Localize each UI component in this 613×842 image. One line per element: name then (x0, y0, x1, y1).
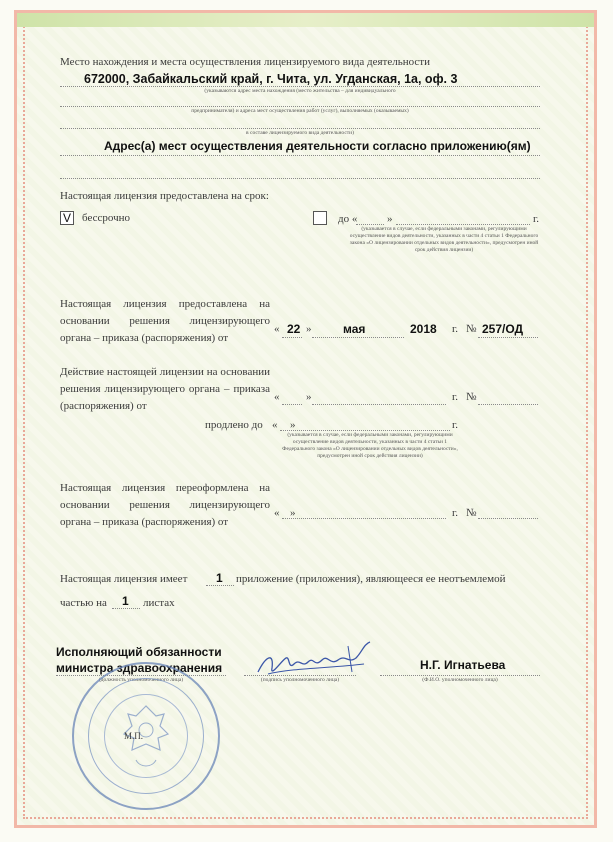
signature-line (244, 675, 356, 676)
hint-address-2: предпринимателя) и адреса мест осуществления работ (услуг), выполняемых (оказываемых) (191, 108, 409, 114)
granted-number: 257/ОД (482, 322, 524, 336)
extended-quote-open: « (272, 419, 278, 431)
action-year-suffix: г. (452, 391, 459, 403)
extended-line (280, 430, 450, 431)
reissued-year-suffix: г. (452, 507, 459, 519)
hint-position: (должность уполномоченного лица) (98, 677, 184, 683)
places-value: Адрес(а) мест осуществления деятельности согласно приложению(ям) (104, 139, 531, 153)
places-underline-2 (60, 178, 540, 179)
until-checkbox (313, 211, 327, 225)
official-name: Н.Г. Игнатьева (420, 658, 506, 672)
granted-day: 22 (287, 322, 301, 336)
term-hint: (указывается в случае, если федеральными законами, регулирующими осуществление видов деятельности, указанных в части 4 статьи 1 Федерального закона «О лицензировании отдельных видов деятельности», предусмотрен иной срок действия лицензии) (349, 226, 539, 253)
reissued-date-line (282, 518, 446, 519)
action-number-line (478, 404, 538, 405)
granted-day-line (282, 337, 302, 338)
official-seal-icon (72, 662, 220, 810)
granted-number-sign: № (466, 323, 477, 335)
extended-year-suffix: г. (452, 419, 459, 431)
reissued-text: Настоящая лицензия переоформлена на основании решения лицензирующего органа – приказа (распоряжения) от (60, 482, 270, 528)
hint-address-3: в составе лицензируемого вида деятельности) (246, 130, 354, 136)
granted-text: Настоящая лицензия предоставлена на основании решения лицензирующего органа – приказа (распоряжения) от (60, 298, 270, 344)
granted-quote-open: « (274, 323, 280, 335)
indefinite-label: бессрочно (82, 212, 131, 224)
until-label: до « (338, 213, 358, 225)
action-quote-open: « (274, 391, 280, 403)
location-title: Место нахождения и места осуществления лицензируемого вида деятельности (60, 56, 430, 68)
action-text: Действие настоящей лицензии на основании решения лицензирующего органа – приказа (распоряжения) от (60, 366, 270, 412)
until-year-suffix: г. (533, 213, 540, 225)
until-month-line (396, 224, 530, 225)
address-underline-3 (60, 128, 540, 129)
granted-number-line (478, 337, 538, 338)
granted-month-line (312, 337, 404, 338)
name-line (380, 675, 540, 676)
sheets-count-line (112, 608, 140, 609)
reissued-number-line (478, 518, 538, 519)
sheets-count: 1 (122, 594, 129, 608)
seal-emblem-icon (74, 664, 218, 808)
appendix-text-2: приложение (приложения), являющееся ее неотъемлемой (236, 573, 506, 585)
until-quote-close: » (387, 213, 393, 225)
appendix-count-line (206, 585, 234, 586)
granted-year-suffix: г. (452, 323, 459, 335)
check-mark: V (63, 211, 72, 225)
sheets-text-1: частью на (60, 597, 107, 609)
granted-quote-close: » (306, 323, 312, 335)
action-quote-close: » (306, 391, 312, 403)
granted-month: мая (343, 322, 366, 336)
appendix-text-1: Настоящая лицензия имеет (60, 573, 188, 585)
places-underline (60, 155, 540, 156)
reissued-quote-close: » (290, 507, 296, 519)
sheets-text-2: листах (143, 597, 175, 609)
action-month-line (312, 404, 446, 405)
hint-address-1: (указываются адрес места нахождения (место жительства – для индивидуального (204, 88, 396, 94)
official-title: Исполняющий обязанности министра здравоохранения (56, 645, 223, 675)
stamp-place-label: М.П. (124, 731, 144, 741)
appendix-count: 1 (216, 571, 223, 585)
indefinite-checkbox (60, 211, 74, 225)
address-value: 672000, Забайкальский край, г. Чита, ул. Угданская, 1а, оф. 3 (84, 72, 458, 86)
reissued-number-sign: № (466, 507, 477, 519)
action-number-sign: № (466, 391, 477, 403)
reissued-quote-open: « (274, 507, 280, 519)
term-label: Настоящая лицензия предоставлена на срок: (60, 190, 269, 202)
extended-hint: (указывается в случае, если федеральными законами, регулирующими осуществление видов деятельности, указанных в части 4 статьи 1 Федерального закона «О лицензировании отдельных видов деятельности», предусмотрен иной срок действия лицензии) (282, 432, 458, 459)
until-day-line (356, 224, 384, 225)
extended-label: продлено до (205, 419, 263, 431)
granted-year: 2018 (410, 322, 437, 336)
extended-quote-close: » (290, 419, 296, 431)
address-underline (60, 86, 540, 87)
action-day-line (282, 404, 302, 405)
hint-name: (Ф.И.О. уполномоченного лица) (422, 677, 498, 683)
address-underline-2 (60, 106, 540, 107)
hint-signature: (подпись уполномоченного лица) (260, 677, 340, 683)
